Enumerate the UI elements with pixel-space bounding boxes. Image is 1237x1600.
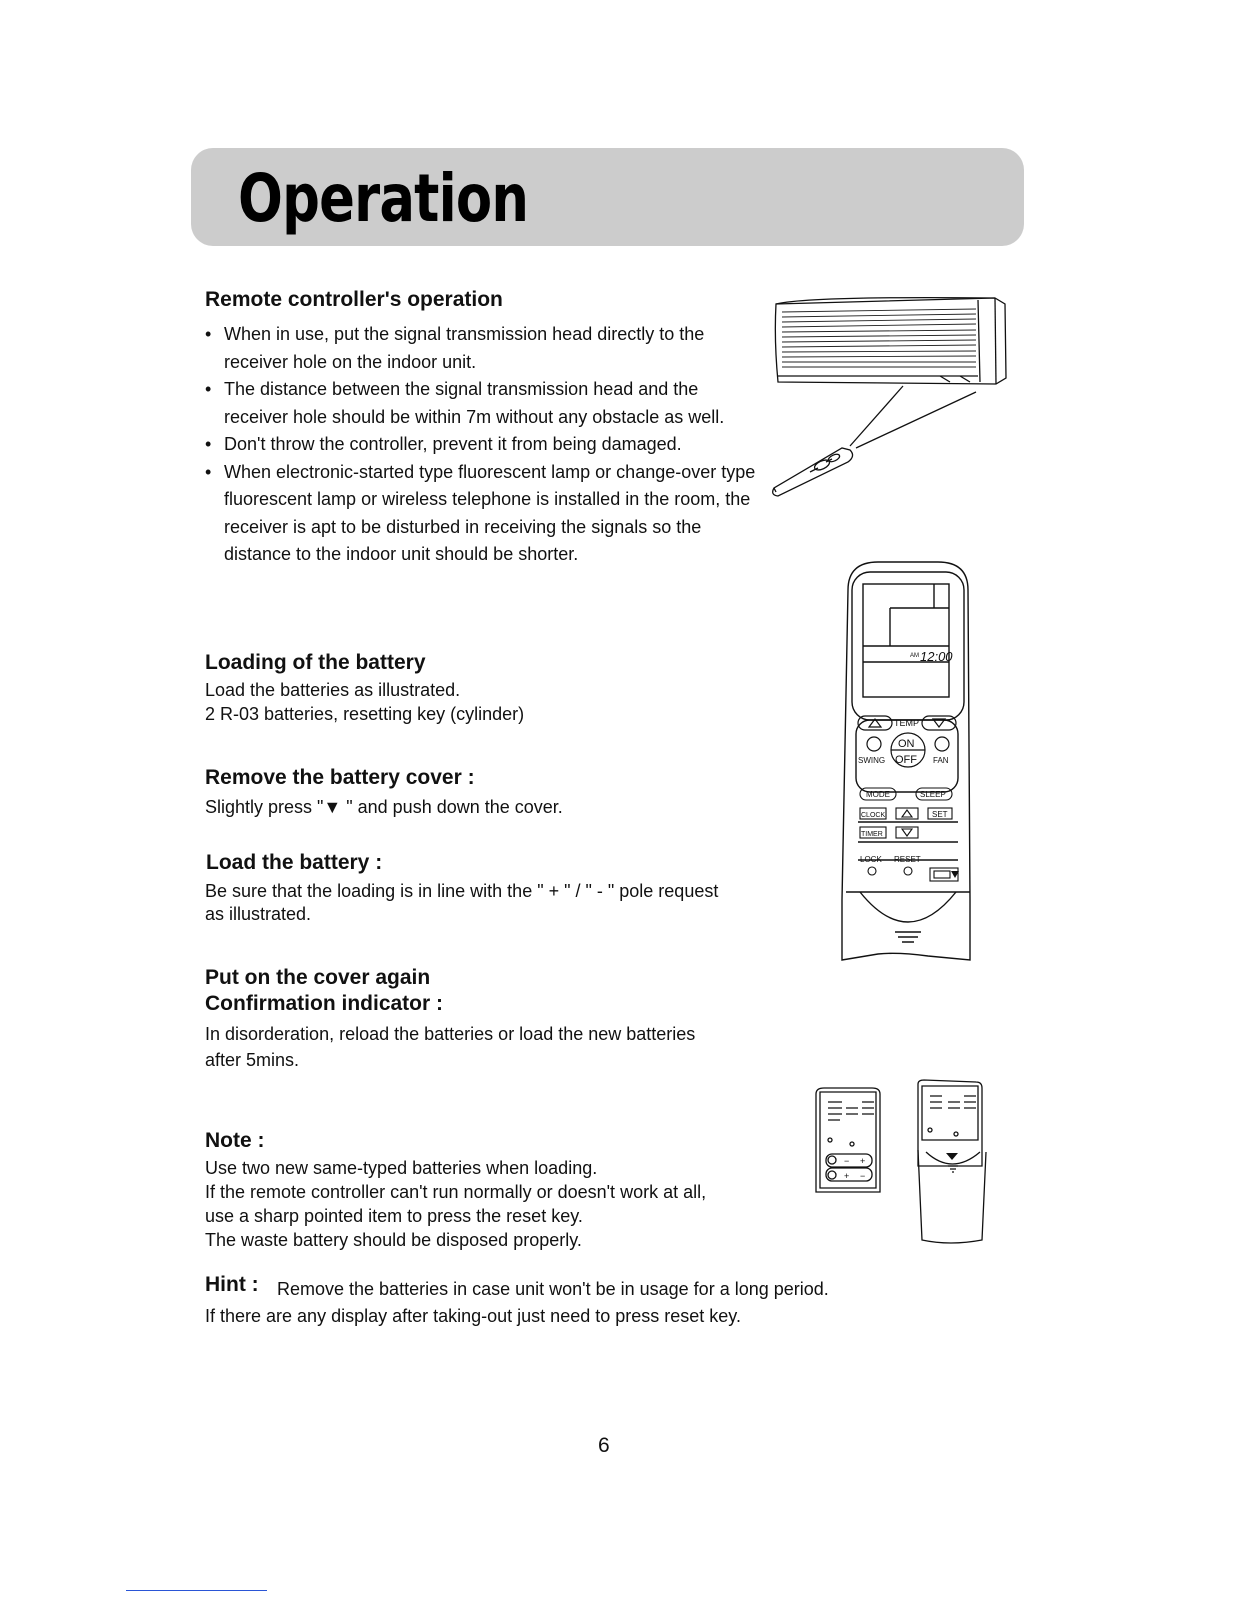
note-line-4: The waste battery should be disposed properly. [205,1230,582,1250]
note-line-1: Use two new same-typed batteries when loading. [205,1158,598,1178]
on-label: ON [898,738,915,750]
load-battery-line-1: Be sure that the loading is in line with the " + " / " - " pole request [205,881,719,901]
put-cover-line-2: after 5mins. [205,1050,300,1070]
battery-minus-2: − [860,1171,866,1181]
load-battery-line-2: as illustrated. [205,904,312,924]
hint-line-1: Remove the batteries in case unit won't be in usage for a long period. [277,1279,829,1299]
loading-line-1: Load the batteries as illustrated. [205,680,461,700]
battery-plus-2: + [860,1156,866,1166]
indoor-unit-icon [770,290,1020,510]
loading-line-2: 2 R-03 batteries, resetting key (cylinder) [205,704,525,724]
hint-label: Hint : [205,1273,259,1296]
list-item: • Don't throw the controller, prevent it from being damaged. [205,431,765,459]
load-battery-heading: Load the battery : [206,851,383,874]
remote-control-icon [838,560,978,970]
battery-minus: − [844,1156,850,1166]
reset-button[interactable] [904,867,912,875]
lcd-clock: 12:00 [920,649,953,664]
fan-label: FAN [933,756,949,765]
put-cover-heading: Put on the cover again [205,966,431,989]
list-item: • When in use, put the signal transmission head directly to the receiver hole on the indoor unit. [205,321,765,376]
footer-rule [126,1590,267,1591]
note-line-3: use a sharp pointed item to press the reset key. [205,1206,583,1226]
remote-operation-heading: Remote controller's operation [205,288,503,311]
am-indicator: AM [910,653,919,659]
note-heading: Note : [205,1129,265,1152]
battery-plus: + [844,1171,850,1181]
remove-cover-text: Slightly press "▼ " and push down the cover. [205,797,563,817]
fan-button[interactable] [935,737,949,751]
list-item: • The distance between the signal transmission head and the receiver hole should be within 7m without any obstacle as well. [205,376,765,431]
put-cover-line-1: In disorderation, reload the batteries or load the new batteries [205,1024,696,1044]
sleep-label: SLEEP [920,790,946,799]
loading-heading: Loading of the battery [205,651,426,674]
swing-label: SWING [858,756,886,765]
set-label: SET [932,810,948,819]
battery-compartment-icon [810,1080,1000,1250]
off-label: OFF [895,754,917,766]
list-item: • When electronic-started type fluorescent lamp or change-over type fluorescent lamp or wireless telephone is installed in the room, the receiver is apt to be disturbed in receiving the signals so the distance to the indoor unit should be shorter. [205,459,765,569]
reset-label: RESET [894,855,921,864]
confirmation-heading: Confirmation indicator : [205,992,443,1015]
timer-label: TIMER [861,831,883,838]
temp-label: TEMP [894,718,920,728]
page-number: 6 [598,1434,610,1457]
page-title: Operation [238,160,529,237]
note-line-2: If the remote controller can't run normally or doesn't work at all, [205,1182,707,1202]
swing-button[interactable] [867,737,881,751]
remove-cover-heading: Remove the battery cover : [205,766,475,789]
remote-operation-list [205,321,765,569]
hint-line-2: If there are any display after taking-out just need to press reset key. [205,1306,741,1326]
lock-button[interactable] [868,867,876,875]
lock-label: LOCK [860,855,882,864]
clock-label: CLOCK [861,812,886,819]
remote-control-icon [773,448,853,496]
mode-label: MODE [866,790,890,799]
header-banner [191,148,1024,246]
